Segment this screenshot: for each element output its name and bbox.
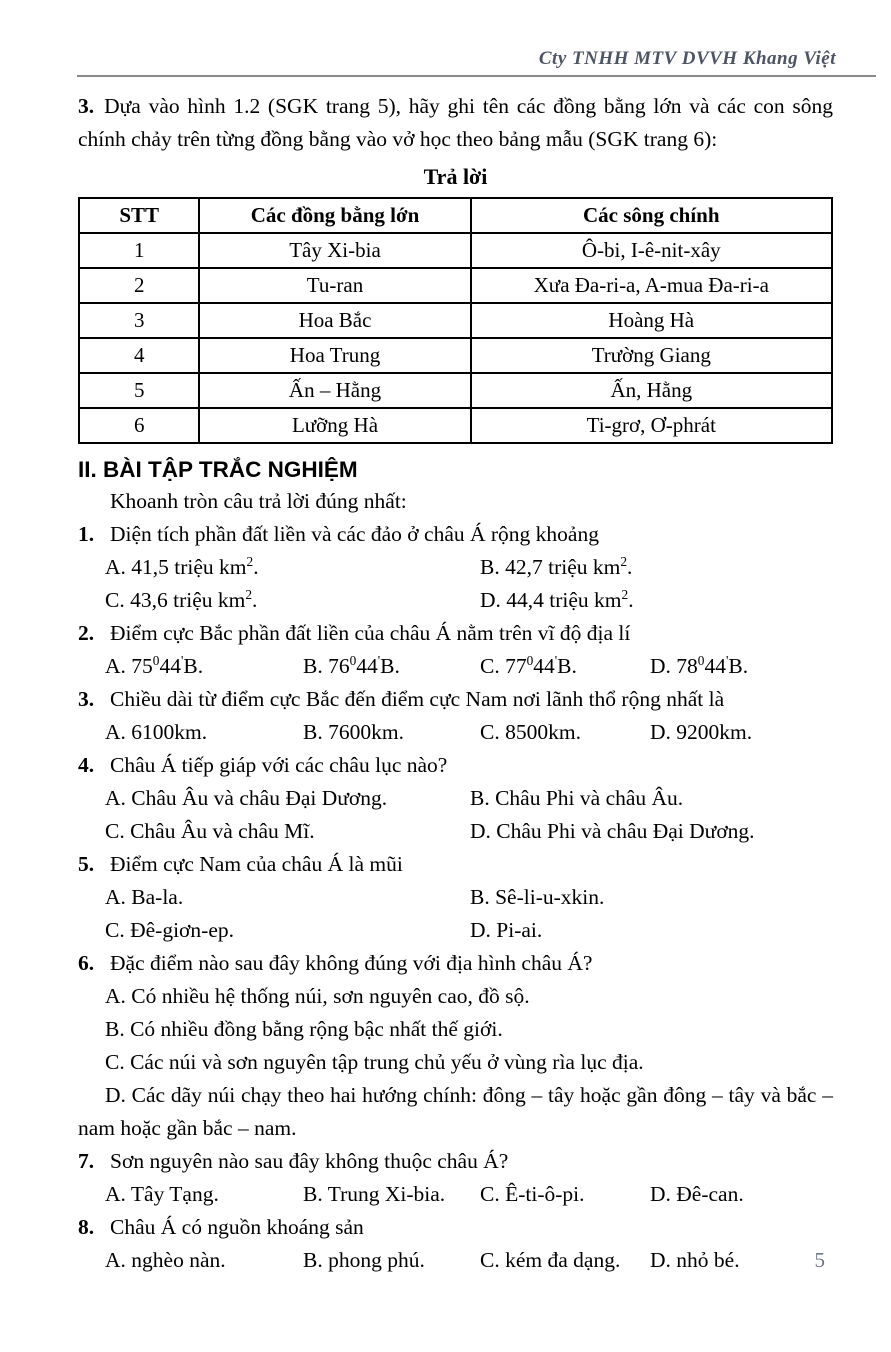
cell-plain: Lưỡng Hà <box>199 408 470 443</box>
answer-option-d: D. 9200km. <box>650 720 753 744</box>
cell-stt: 3 <box>79 303 199 338</box>
question-text: Sơn nguyên nào sau đây không thuộc châu Á? <box>110 1149 509 1173</box>
answer-option-c: C. 8500km. <box>480 720 581 744</box>
answer-heading: Trả lời <box>423 164 488 189</box>
cell-stt: 4 <box>79 338 199 373</box>
question-text: Chiều dài từ điểm cực Bắc đến điểm cực Nam nơi lãnh thổ rộng nhất là <box>110 687 725 711</box>
answer-option-a: A. Châu Âu và châu Đại Dương. <box>105 786 388 810</box>
cell-river: Hoàng Hà <box>471 303 832 338</box>
answer-option-a: A. nghèo nàn. <box>105 1248 226 1272</box>
answer-option-c: C. Đê-giơn-ep. <box>105 918 234 942</box>
answer-option-d: D. Pi-ai. <box>470 918 543 942</box>
question-number: 6. <box>78 951 95 975</box>
answer-option-c: C. $77^044'B$. <box>480 652 577 678</box>
table-row <box>79 338 832 373</box>
column-header-stt: STT <box>79 198 199 233</box>
cell-river: Ô-bi, I-ê-nit-xây <box>471 233 832 268</box>
page-header <box>77 48 876 77</box>
cell-plain: Hoa Trung <box>199 338 470 373</box>
question-number: 8. <box>78 1215 95 1239</box>
question-text: Điểm cực Nam của châu Á là mũi <box>110 852 403 876</box>
answer-option-d: D. Các dãy núi chạy theo hai hướng chính: đông – tây hoặc gần đông – tây và bắc – nam hoặc gần bắc – nam. <box>78 1083 833 1140</box>
answer-option-d: D. Châu Phi và châu Đại Dương. <box>470 819 755 843</box>
table-row <box>79 408 832 443</box>
table-row <box>79 233 832 268</box>
question-text: Diện tích phần đất liền và các đảo ở châu Á rộng khoảng <box>110 522 599 546</box>
question-2 <box>78 617 833 683</box>
question-number: 3. <box>78 687 95 711</box>
answer-option-c: C. Ê-ti-ô-pi. <box>480 1182 585 1206</box>
table-row <box>79 268 832 303</box>
answer-option-b: B. Có nhiều đồng bằng rộng bậc nhất thế giới. <box>105 1017 503 1041</box>
cell-plain: Tây Xi-bia <box>199 233 470 268</box>
cell-stt: 2 <box>79 268 199 303</box>
answer-option-a: A. $75^044'B$. <box>105 652 204 678</box>
answer-option-b: B. 42,7 triệu $km^2$. <box>480 553 633 579</box>
cell-stt: 6 <box>79 408 199 443</box>
cell-river: Ấn, Hằng <box>471 373 832 408</box>
cell-stt: 5 <box>79 373 199 408</box>
answer-option-a: A. Có nhiều hệ thống núi, sơn nguyên cao, đồ sộ. <box>105 984 530 1008</box>
answer-option-b: B. 7600km. <box>303 720 404 744</box>
answer-option-d: D. 44,4 triệu $km^2$. <box>480 586 634 612</box>
cell-plain: Ấn – Hằng <box>199 373 470 408</box>
section-2-instruction: Khoanh tròn câu trả lời đúng nhất: <box>110 489 407 513</box>
question-1 <box>78 518 833 617</box>
answer-option-d: D. nhỏ bé. <box>650 1248 740 1272</box>
cell-river: Ti-grơ, Ơ-phrát <box>471 408 832 443</box>
answer-option-a: A. 41,5 triệu $km^2$. <box>105 553 259 579</box>
table-row <box>79 303 832 338</box>
column-header-rivers: Các sông chính <box>471 198 832 233</box>
publisher-name: Cty TNHH MTV DVVH Khang Việt <box>538 48 836 69</box>
answer-option-c: C. kém đa dạng. <box>480 1248 621 1272</box>
answer-option-c: C. 43,6 triệu $km^2$. <box>105 586 258 612</box>
table-header-row <box>79 198 832 233</box>
question-number: 4. <box>78 753 95 777</box>
answer-option-a: A. 6100km. <box>105 720 208 744</box>
section-2-title: II. BÀI TẬP TRẮC NGHIỆM <box>78 457 358 482</box>
cell-river: Trường Giang <box>471 338 832 373</box>
question-number: 2. <box>78 621 95 645</box>
column-header-plains: Các đồng bằng lớn <box>199 198 470 233</box>
question-number: 7. <box>78 1149 95 1173</box>
answer-option-b: B. $76^044'B$. <box>303 652 400 678</box>
answer-option-b: B. phong phú. <box>303 1248 425 1272</box>
question-text: Châu Á có nguồn khoáng sản <box>110 1215 364 1239</box>
question-4 <box>78 749 833 848</box>
answer-option-d: D. Đê-can. <box>650 1182 744 1206</box>
cell-river: Xưa Đa-ri-a, A-mua Đa-ri-a <box>471 268 832 303</box>
answer-option-c: C. Châu Âu và châu Mĩ. <box>105 819 315 843</box>
question-number: 5. <box>78 852 95 876</box>
cell-plain: Hoa Bắc <box>199 303 470 338</box>
question-6 <box>78 947 833 1145</box>
answer-option-a: A. Ba-la. <box>105 885 184 909</box>
exercise-3-text: Dựa vào hình 1.2 (SGK trang 5), hãy ghi tên các đồng bằng lớn và các con sông chính chảy trên từng đồng bằng vào vở học theo bảng mẫu (SGK trang 6): <box>78 94 833 151</box>
answer-option-c: C. Các núi và sơn nguyên tập trung chủ yếu ở vùng rìa lục địa. <box>105 1050 644 1074</box>
answer-table <box>78 197 833 444</box>
exercise-3-prompt <box>78 90 833 156</box>
question-3 <box>78 683 833 749</box>
exercise-3-number: 3. <box>78 94 95 118</box>
answer-option-b: B. Sê-li-u-xkin. <box>470 885 605 909</box>
question-text: Đặc điểm nào sau đây không đúng với địa hình châu Á? <box>110 951 593 975</box>
table-row <box>79 373 832 408</box>
answer-option-d: D. $78^044'B$. <box>650 652 749 678</box>
answer-option-b: B. Châu Phi và châu Âu. <box>470 786 684 810</box>
question-8 <box>78 1211 833 1277</box>
cell-stt: 1 <box>79 233 199 268</box>
question-7 <box>78 1145 833 1211</box>
cell-plain: Tu-ran <box>199 268 470 303</box>
page-number: 5 <box>814 1248 825 1272</box>
question-number: 1. <box>78 522 95 546</box>
question-text: Điểm cực Bắc phần đất liền của châu Á nằm trên vĩ độ địa lí <box>110 621 631 645</box>
answer-option-b: B. Trung Xi-bia. <box>303 1182 446 1206</box>
question-5 <box>78 848 833 947</box>
question-text: Châu Á tiếp giáp với các châu lục nào? <box>110 753 448 777</box>
page-body <box>78 90 833 1277</box>
answer-option-a: A. Tây Tạng. <box>105 1182 219 1206</box>
